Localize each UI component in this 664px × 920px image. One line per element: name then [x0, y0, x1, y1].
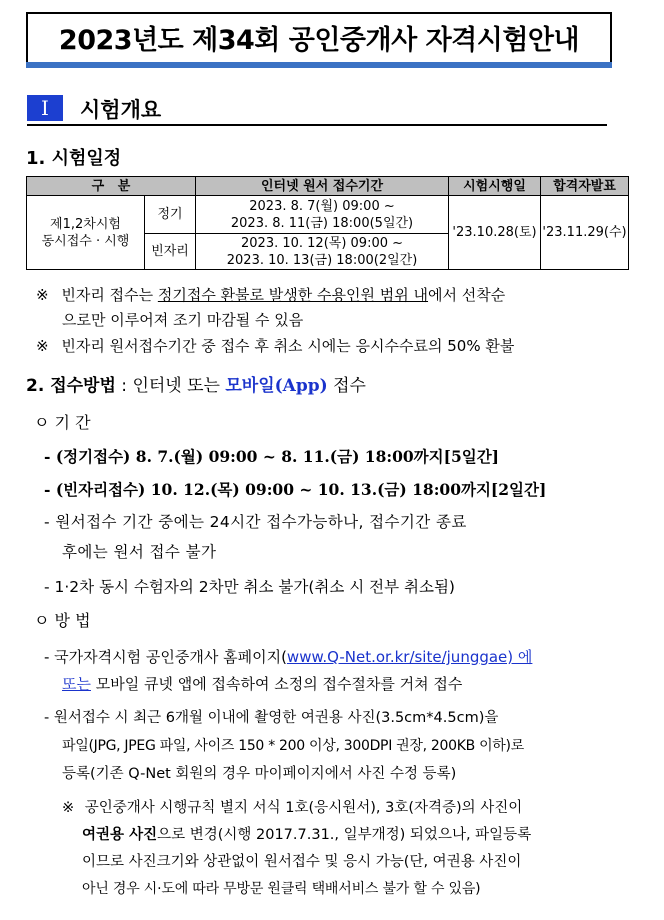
heading-application-label: 2. 접수방법 — [26, 376, 116, 396]
note-vacancy-2 — [36, 334, 514, 359]
period-cancel-note: - 1·2차 동시 수험자의 2차만 취소 불가(취소 시 전부 취소됨) — [44, 578, 455, 596]
method-homepage-line2 — [62, 672, 462, 697]
label-method: ㅇ 방 법 — [34, 611, 91, 630]
note-text: 으로 변경(시행 2017.7.31., 일부개정) 되었으나, 파일등록 — [157, 827, 532, 843]
period-vacancy-start: 2023. 10. 12(목) 09:00 ~ — [241, 235, 404, 251]
group-line-2: 동시접수 · 시행 — [41, 233, 130, 249]
group-cell — [27, 196, 145, 270]
photo-requirement-line1: - 원서접수 시 최근 6개월 이내에 촬영한 여권용 사진(3.5cm*4.5cm)을 — [44, 710, 499, 726]
table-header-row — [27, 177, 629, 196]
period-vacancy-line: - (빈자리접수) 10. 12.(목) 09:00 ~ 10. 13.(금) 18:00까지[2일간] — [44, 480, 547, 499]
note-mark: ※ — [36, 337, 49, 355]
section-number-badge: I — [27, 95, 63, 121]
heading-application-text: : 인터넷 또는 — [115, 376, 226, 396]
note-underlined: 정기접수 환불로 발생한 수용인원 범위 내 — [157, 286, 429, 304]
heading-application-end: 접수 — [327, 376, 366, 396]
title-banner — [26, 12, 612, 67]
note-vacancy-1 — [36, 283, 505, 308]
note-text: 빈자리 접수는 — [61, 286, 158, 304]
title-underline-bar — [26, 62, 612, 68]
header-category: 구 분 — [27, 177, 196, 196]
method-text: 모바일 큐넷 앱에 접속하여 소정의 접수절차를 거쳐 접수 — [90, 675, 463, 693]
photo-note-line3: 이므로 사진크기와 상관없이 원서접수 및 응시 가능(단, 여권용 사진이 — [82, 854, 522, 870]
heading-mobile-app: 모바일(App) — [225, 376, 328, 396]
header-exam-date: 시험시행일 — [449, 177, 541, 196]
period-regular — [196, 196, 449, 234]
note-text: 공인중개사 시행규칙 별지 서식 1호(응시원서), 3호(자격증)의 사진이 — [84, 800, 523, 816]
label-period: ㅇ 기 간 — [34, 413, 91, 432]
period-regular-start: 2023. 8. 7(월) 09:00 ~ — [249, 198, 395, 214]
heading-application — [26, 374, 366, 399]
type-vacancy: 빈자리 — [145, 234, 196, 270]
period-vacancy-end: 2023. 10. 13(금) 18:00(2일간) — [226, 252, 418, 268]
note-text: 빈자리 원서접수기간 중 접수 후 취소 시에는 응시수수료의 50% 환불 — [61, 337, 515, 355]
table-row — [27, 196, 629, 234]
or-link[interactable]: 또는 — [62, 675, 91, 693]
note-vacancy-1-cont: 으로만 이루어져 조기 마감될 수 있음 — [62, 311, 304, 329]
header-application-period: 인터넷 원서 접수기간 — [196, 177, 449, 196]
period-vacancy — [196, 234, 449, 270]
qnet-link[interactable]: www.Q-Net.or.kr/site/junggae) 에 — [286, 648, 533, 666]
type-regular: 정기 — [145, 196, 196, 234]
photo-requirement-line3: 등록(기존 Q-Net 회원의 경우 마이페이지에서 사진 수정 등록) — [62, 766, 457, 782]
period-regular-line: - (정기접수) 8. 7.(월) 09:00 ~ 8. 11.(금) 18:00까지[5일간] — [44, 447, 500, 466]
exam-date-cell: '23.10.28(토) — [449, 196, 541, 270]
method-text: - 국가자격시험 공인중개사 홈페이지( — [44, 648, 287, 666]
group-line-1: 제1,2차시험 — [50, 216, 121, 232]
note-mark: ※ — [36, 286, 49, 304]
period-note-line2: 후에는 원서 접수 불가 — [62, 543, 217, 561]
period-note-line1: - 원서접수 기간 중에는 24시간 접수가능하나, 접수기간 종료 — [44, 513, 467, 531]
note-mark: ※ — [62, 800, 75, 816]
photo-note-line2 — [82, 823, 531, 848]
photo-requirement-line2: 파일(JPG, JPEG 파일, 사이즈 150 * 200 이상, 300DPI 권장, 200KB 이하)로 — [62, 738, 524, 754]
period-regular-end: 2023. 8. 11(금) 18:00(5일간) — [230, 215, 414, 231]
section-title: 시험개요 — [80, 98, 162, 122]
page-title: 2023년도 제34회 공인중개사 자격시험안내 — [58, 25, 580, 56]
section-divider — [27, 124, 607, 126]
result-date-cell: '23.11.29(수) — [541, 196, 629, 270]
note-text: 에서 선착순 — [428, 286, 506, 304]
passport-photo-bold: 여권용 사진 — [82, 827, 158, 843]
schedule-table — [26, 176, 629, 270]
photo-note-line4: 아닌 경우 시·도에 따라 무방문 원클릭 택배서비스 불가 할 수 있음) — [82, 881, 481, 897]
method-homepage-line1 — [44, 645, 532, 670]
photo-note-line1 — [62, 796, 522, 821]
header-result-date: 합격자발표 — [541, 177, 629, 196]
heading-schedule: 1. 시험일정 — [26, 148, 122, 169]
